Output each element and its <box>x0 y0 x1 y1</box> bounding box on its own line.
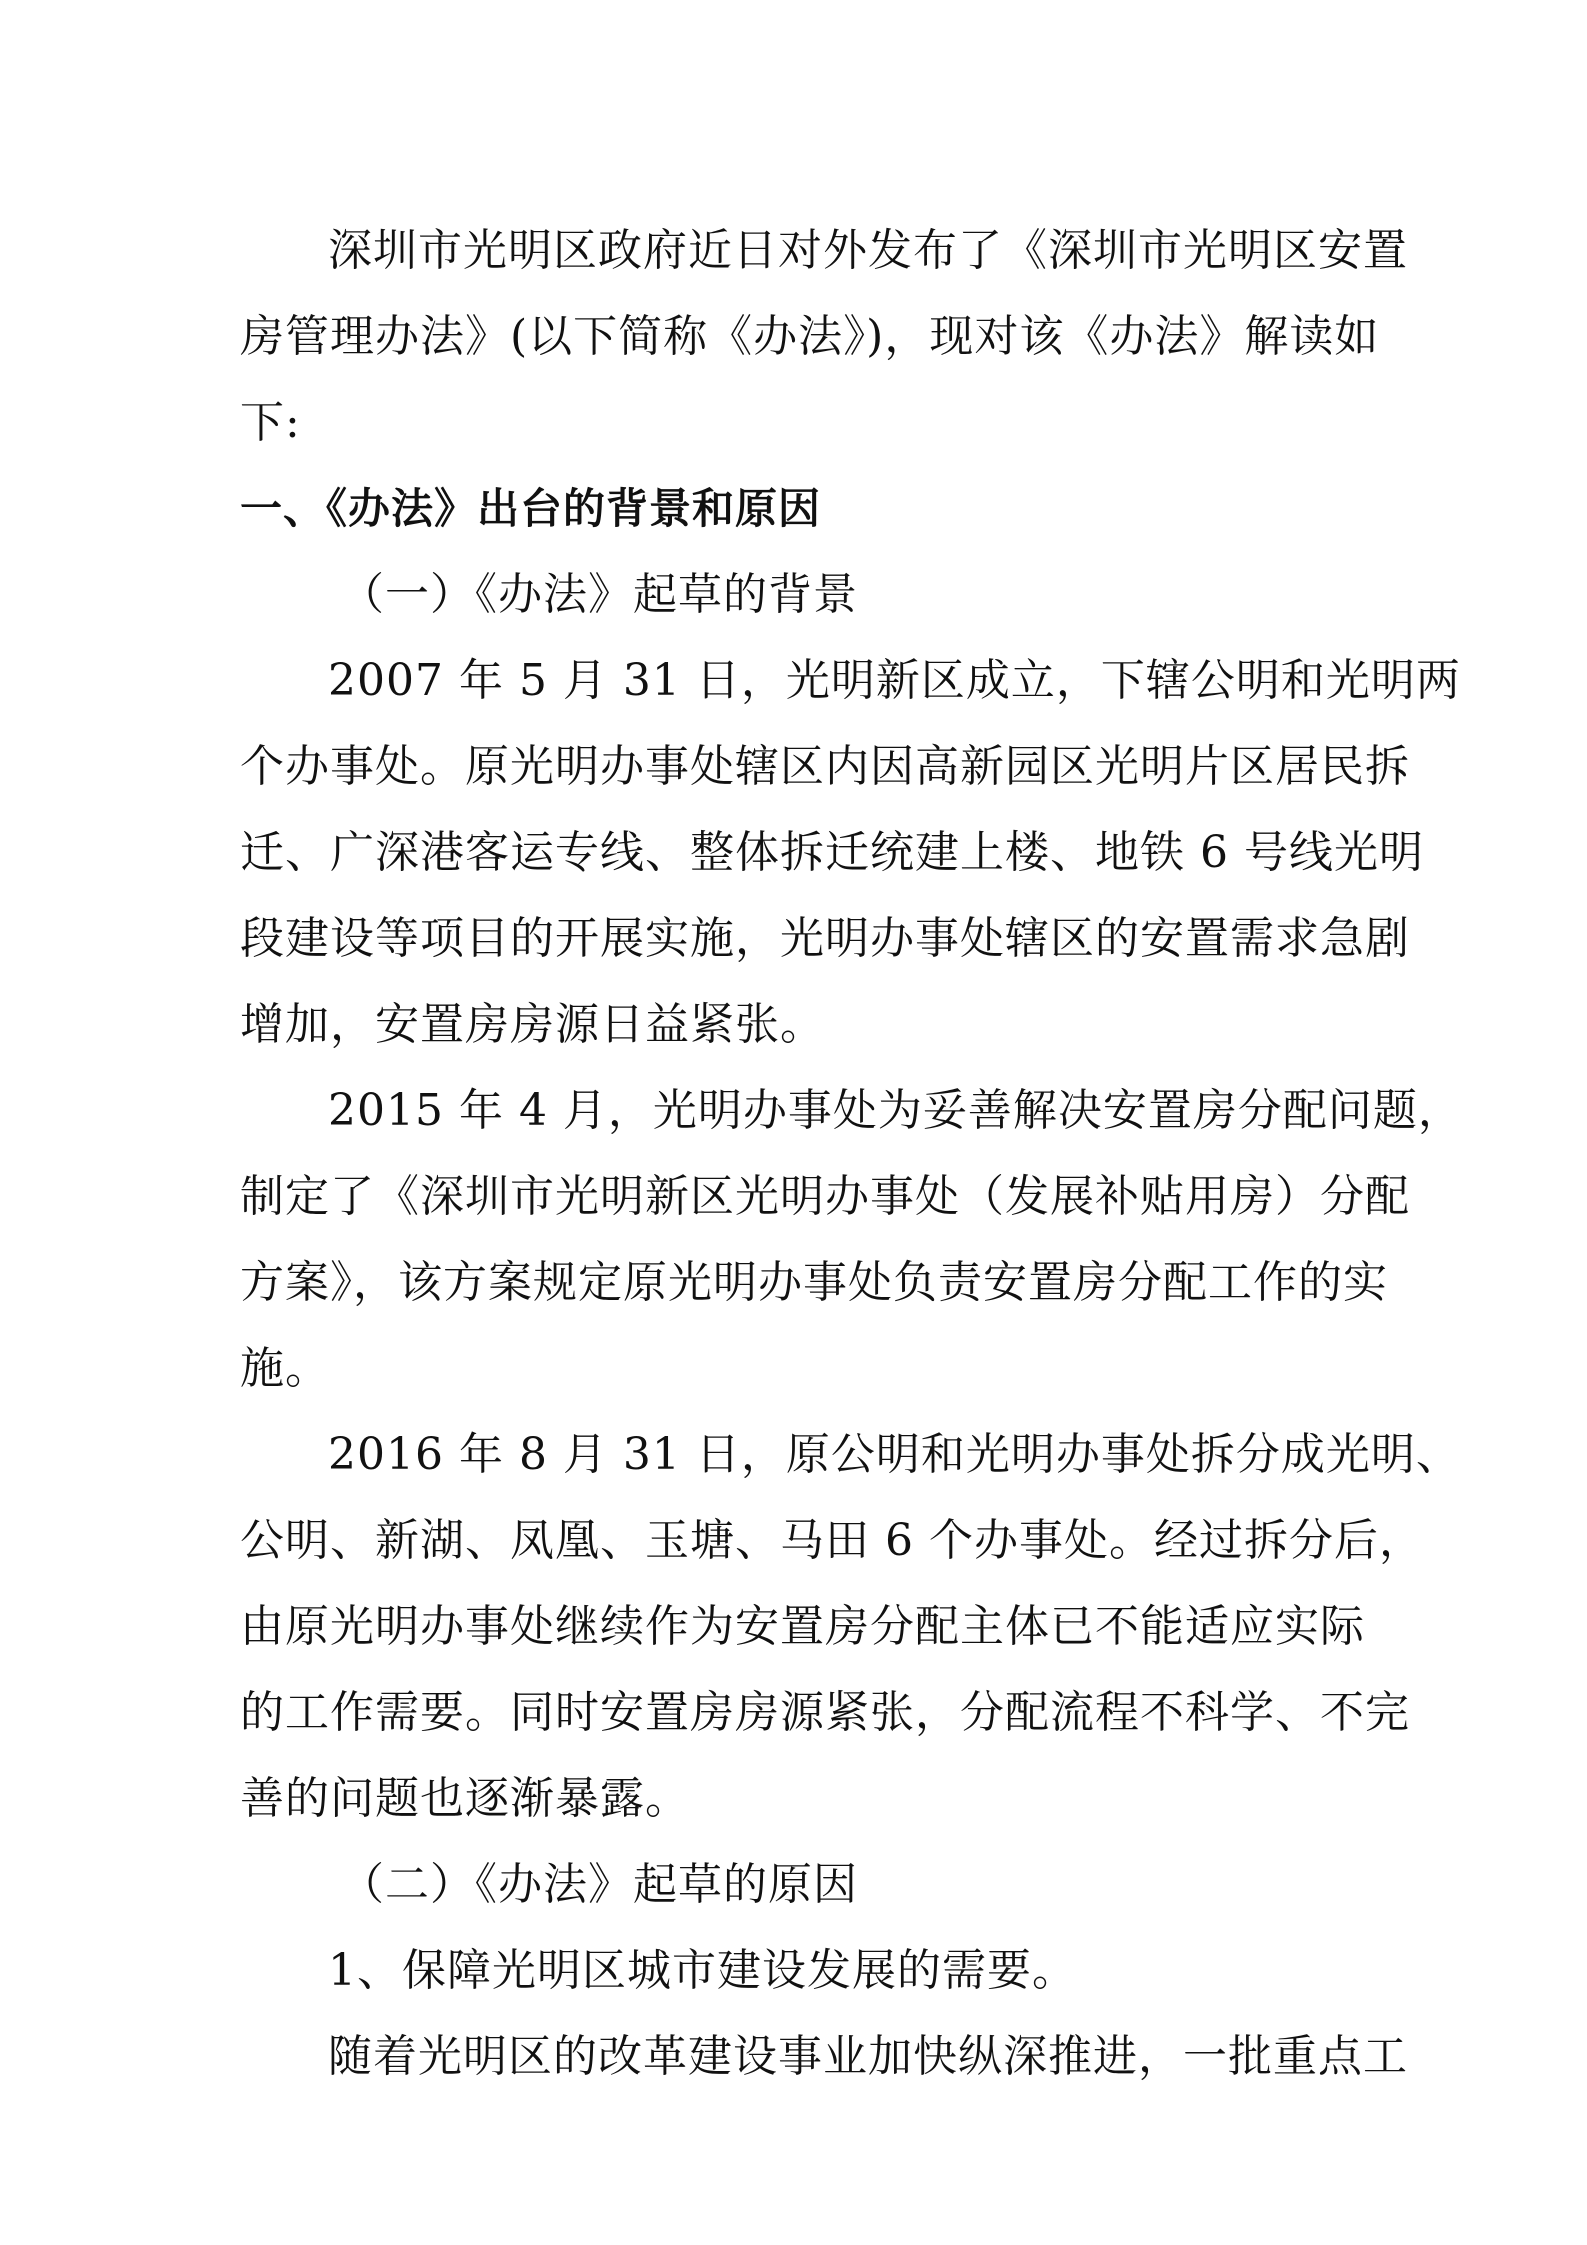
paragraph-3-line-1: 2015 年 4 月，光明办事处为妥善解决安置房分配问题， <box>328 1085 1463 1136</box>
paragraph-2-line-4: 段建设等项目的开展实施，光明办事处辖区的安置需求急剧 <box>240 913 1410 964</box>
section-heading-1: 一、《办法》出台的背景和原因 <box>240 484 822 533</box>
subheading-2: （二）《办法》起草的原因 <box>340 1859 858 1910</box>
paragraph-3-line-2: 制定了《深圳市光明新区光明办事处（发展补贴用房）分配 <box>240 1171 1410 1222</box>
paragraph-2-line-2: 个办事处。原光明办事处辖区内因高新园区光明片区居民拆 <box>240 741 1410 792</box>
subheading-1: （一）《办法》起草的背景 <box>340 569 858 620</box>
paragraph-4-line-4: 的工作需要。同时安置房房源紧张，分配流程不科学、不完 <box>240 1687 1410 1738</box>
paragraph-5-line-1: 随着光明区的改革建设事业加快纵深推进，一批重点工 <box>328 2031 1408 2082</box>
paragraph-2-line-3: 迁、广深港客运专线、整体拆迁统建上楼、地铁 6 号线光明 <box>240 827 1424 878</box>
paragraph-1-line-2: 房管理办法》(以下简称《办法》)，现对该《办法》解读如 <box>240 311 1380 362</box>
document-page <box>240 208 1463 2100</box>
paragraph-3-line-4: 施。 <box>240 1343 330 1394</box>
paragraph-2-line-1: 2007 年 5 月 31 日，光明新区成立，下辖公明和光明两 <box>328 655 1461 706</box>
paragraph-4-line-2: 公明、新湖、凤凰、玉塘、马田 6 个办事处。经过拆分后， <box>240 1515 1424 1566</box>
paragraph-1-line-3: 下: <box>240 397 301 448</box>
paragraph-4-line-5: 善的问题也逐渐暴露。 <box>240 1773 690 1824</box>
paragraph-4-line-3: 由原光明办事处继续作为安置房分配主体已不能适应实际 <box>240 1601 1365 1652</box>
paragraph-1-line-1: 深圳市光明区政府近日对外发布了《深圳市光明区安置 <box>328 225 1408 276</box>
numbered-item-1: 1、保障光明区城市建设发展的需要。 <box>328 1945 1077 1996</box>
paragraph-3-line-3: 方案》，该方案规定原光明办事处负责安置房分配工作的实 <box>240 1257 1388 1308</box>
paragraph-2-line-5: 增加，安置房房源日益紧张。 <box>240 999 825 1050</box>
paragraph-4-line-1: 2016 年 8 月 31 日，原公明和光明办事处拆分成光明、 <box>328 1429 1461 1480</box>
